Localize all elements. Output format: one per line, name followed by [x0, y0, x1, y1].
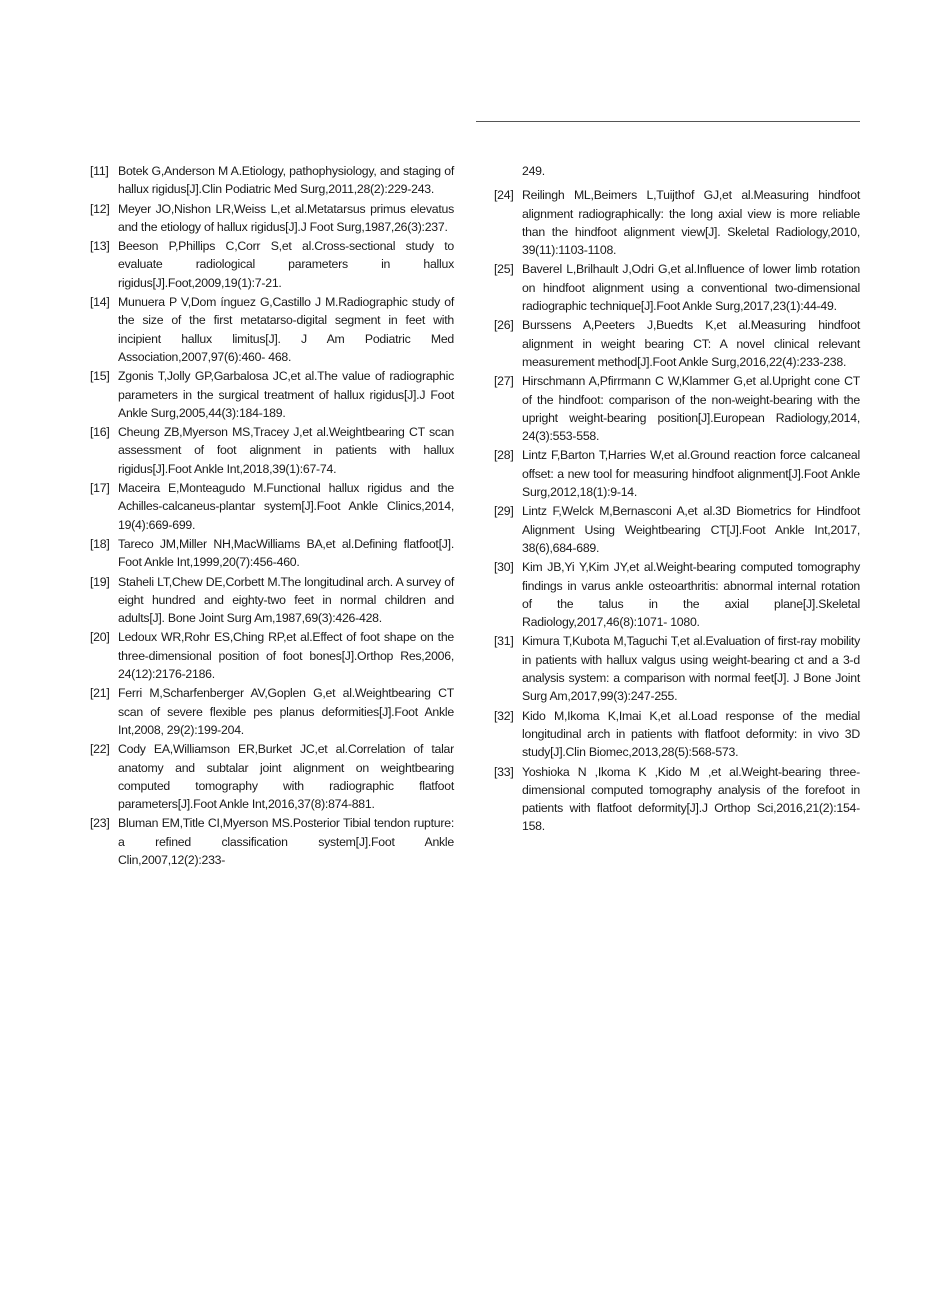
reference-item — [90, 740, 454, 813]
reference-text: Tareco JM,Miller NH,MacWilliams BA,et al.Defining flatfoot[J]. Foot Ankle Int,1999,20(7):456-460. — [118, 536, 454, 570]
reference-text: Burssens A,Peeters J,Buedts K,et al.Measuring hindfoot alignment in weight bearing CT: A novel clinical relevant measurement method[J].Foot Ankle Surg,2016,22(4):233-238. — [522, 318, 860, 369]
reference-item — [494, 632, 860, 705]
reference-text: Zgonis T,Jolly GP,Garbalosa JC,et al.The value of radiographic parameters in the surgical treatment of hallux rigidus[J].J Foot Ankle Surg,2005,44(3):184-189. — [118, 369, 454, 420]
reference-text: Cheung ZB,Myerson MS,Tracey J,et al.Weightbearing CT scan assessment of foot alignment in patients with hallux rigidus[J].Foot Ankle Int,2018,39(1):67-74. — [118, 425, 454, 476]
reference-number: [23] — [90, 816, 110, 831]
reference-text: Meyer JO,Nishon LR,Weiss L,et al.Metatarsus primus elevatus and the etiology of hallux rigidus[J].J Foot Surg,1987,26(3):237. — [118, 201, 454, 234]
reference-number: [15] — [90, 369, 110, 384]
reference-number: [29] — [494, 504, 514, 519]
reference-text: Bluman EM,Title CI,Myerson MS.Posterior Tibial tendon rupture: a refined classification system[J].Foot Ankle Clin,2007,12(2):233- — [118, 816, 454, 867]
reference-number: [26] — [494, 318, 514, 333]
reference-number: [31] — [494, 634, 514, 649]
reference-number: [17] — [90, 481, 110, 496]
reference-number: [24] — [494, 188, 514, 203]
reference-number: [12] — [90, 201, 110, 216]
reference-text: Baverel L,Brilhault J,Odri G,et al.Influence of lower limb rotation on hindfoot alignment using a conventional two-dimensional radiographic technique[J].Foot Ankle Surg,2017,23(1):44-49. — [522, 262, 860, 314]
reference-number: [30] — [494, 560, 514, 575]
reference-item — [494, 763, 860, 836]
reference-item — [90, 535, 454, 572]
reference-text: Kim JB,Yi Y,Kim JY,et al.Weight-bearing computed tomography findings in varus ankle osteoarthritis: abnormal internal rotation of the talus in the axial plane[J].Skeletal Radiology,2017,46(8):1071- 1080. — [522, 560, 860, 630]
reference-number: [28] — [494, 448, 514, 463]
reference-text: Ledoux WR,Rohr ES,Ching RP,et al.Effect of foot shape on the three-dimensional position of foot bones[J].Orthop Res,2006, 24(12):2176-2186. — [118, 630, 454, 682]
reference-number: [21] — [90, 686, 110, 701]
reference-item — [90, 684, 454, 739]
reference-text: Munuera P V,Dom ínguez G,Castillo J M.Radiographic study of the size of the first metatarso-digital segment in feet with incipient hallux limitus[J]. J Am Podiatric Med Association,2007,97(6):460- 468. — [118, 295, 454, 364]
reference-item — [494, 260, 860, 315]
reference-number: [33] — [494, 764, 514, 779]
reference-text: Lintz F,Barton T,Harries W,et al.Ground reaction force calcaneal offset: a new tool for measuring hindfoot alignment[J].Foot Ankle Surg,2012,18(1):9-14. — [522, 448, 860, 500]
reference-number: [11] — [90, 164, 109, 178]
reference-number: [14] — [90, 295, 110, 310]
references-column-left — [90, 162, 454, 870]
reference-item — [90, 628, 454, 683]
reference-text: Ferri M,Scharfenberger AV,Goplen G,et al.Weightbearing CT scan of severe flexible pes planus deformities[J].Foot Ankle Int,2008, 29(2):199-204. — [118, 686, 454, 737]
reference-item — [494, 502, 860, 557]
reference-number: [16] — [90, 425, 110, 440]
reference-number: [22] — [90, 742, 110, 757]
reference-number: [32] — [494, 708, 514, 723]
reference-item — [494, 372, 860, 445]
reference-item — [494, 316, 860, 371]
reference-item — [90, 200, 454, 237]
reference-text: Botek G,Anderson M A.Etiology, pathophysiology, and staging of hallux rigidus[J].Clin Podiatric Med Surg,2011,28(2):229-243. — [118, 164, 454, 197]
header-rule — [476, 121, 860, 122]
reference-item — [90, 367, 454, 422]
reference-continuation: 249. — [522, 164, 545, 178]
reference-item — [90, 814, 454, 869]
reference-text: Kido M,Ikoma K,Imai K,et al.Load response of the medial longitudinal arch in patients with flatfoot deformity: in vivo 3D study[J].Clin Biomec,2013,28(5):568-573. — [522, 708, 860, 760]
reference-item — [90, 293, 454, 366]
reference-item — [494, 186, 860, 259]
reference-item — [90, 423, 454, 478]
reference-number: [13] — [90, 239, 110, 254]
reference-text: Reilingh ML,Beimers L,Tuijthof GJ,et al.Measuring hindfoot alignment radiographically: the long axial view is more reliable than the hindfoot alignment view[J]. Skeletal Radiology,2010, 39(11):1103-1108. — [522, 188, 860, 258]
reference-number: [19] — [90, 574, 110, 589]
reference-item — [494, 707, 860, 762]
reference-text: Maceira E,Monteagudo M.Functional hallux rigidus and the Achilles-calcaneus-plantar system[J].Foot Ankle Clinics,2014, 19(4):669-699. — [118, 481, 454, 532]
reference-number: [20] — [90, 630, 110, 645]
reference-number: [25] — [494, 262, 514, 277]
reference-text: Kimura T,Kubota M,Taguchi T,et al.Evaluation of first-ray mobility in patients with hallux valgus using weight-bearing ct and a 3-d analysis system: a comparison with normal feet[J]. J Bone Joint Surg Am,2017,99(3):247-255. — [522, 634, 860, 704]
reference-item — [494, 446, 860, 501]
reference-number: [27] — [494, 374, 514, 389]
reference-number: [18] — [90, 536, 110, 551]
reference-text: Hirschmann A,Pfirrmann C W,Klammer G,et al.Upright cone CT of the hindfoot: comparison of the non-weight-bearing with the upright weight-bearing position[J].European Radiology,2014, 24(3):553-558. — [522, 374, 860, 444]
reference-text: Staheli LT,Chew DE,Corbett M.The longitudinal arch. A survey of eight hundred and eighty-two feet in normal children and adults[J]. Bone Joint Surg Am,1987,69(3):426-428. — [118, 574, 454, 626]
references-column-right — [494, 162, 860, 837]
reference-text: Cody EA,Williamson ER,Burket JC,et al.Correlation of talar anatomy and subtalar joint alignment on weightbearing computed tomography with radiographic flatfoot parameters[J].Foot Ankle Int,2016,37(8):874-881. — [118, 742, 454, 812]
reference-item — [90, 573, 454, 628]
reference-text: Lintz F,Welck M,Bernasconi A,et al.3D Biometrics for Hindfoot Alignment Using Weightbearing CT[J].Foot Ankle Int,2017, 38(6),684-689. — [522, 504, 860, 555]
reference-item — [90, 162, 454, 199]
reference-text: Yoshioka N ,Ikoma K ,Kido M ,et al.Weight-bearing three- dimensional computed tomography analysis of the forefoot in patients with flatfoot deformity[J].J Orthop Sci,2016,21(2):154-158. — [522, 764, 860, 834]
reference-item — [90, 237, 454, 292]
reference-text: Beeson P,Phillips C,Corr S,et al.Cross-sectional study to evaluate radiological parameters in hallux rigidus[J].Foot,2009,19(1):7-21. — [118, 239, 454, 290]
reference-item — [90, 479, 454, 534]
reference-item — [494, 558, 860, 631]
